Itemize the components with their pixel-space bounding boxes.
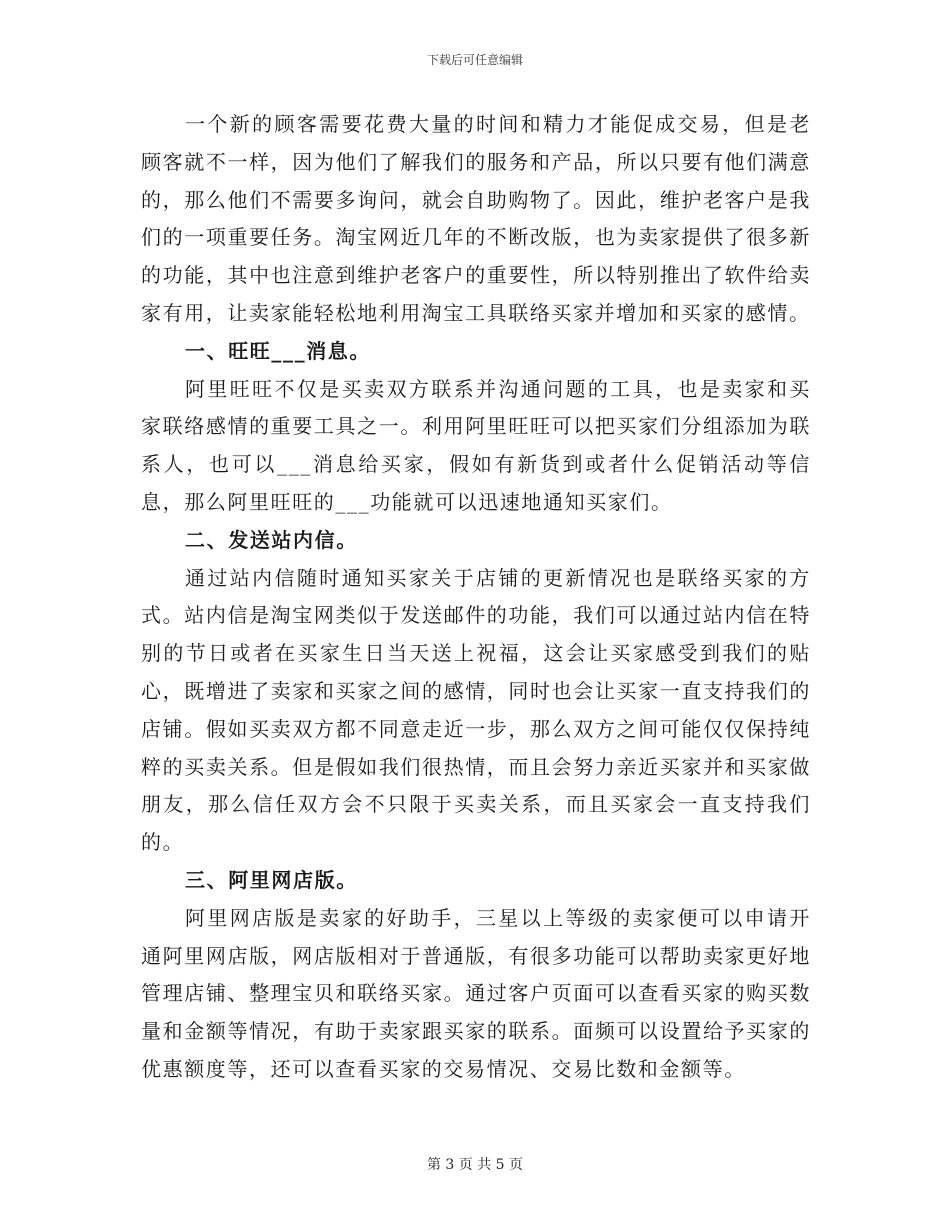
document-body bbox=[141, 106, 811, 1089]
section-3-heading: 三、阿里网店版。 bbox=[185, 867, 358, 892]
section-1-paragraph: 阿里旺旺不仅是买卖双方联系并沟通问题的工具，也是卖家和买家联络感情的重要工具之一。利用阿里旺旺可以把买家们分组添加为联系人，也可以___消息给买家，假如有新货到或者什么促销活动等信息，那么阿里旺旺的___功能就可以迅速地通知买家们。 bbox=[141, 376, 811, 514]
page-header: 下载后可任意编辑 bbox=[426, 53, 523, 67]
section-2-heading: 二、发送站内信。 bbox=[185, 527, 358, 552]
intro-paragraph: 一个新的顾客需要花费大量的时间和精力才能促成交易，但是老顾客就不一样，因为他们了解我们的服务和产品，所以只要有他们满意的，那么他们不需要多询问，就会自助购物了。因此，维护老客户是我们的一项重要任务。淘宝网近几年的不断改版，也为卖家提供了很多新的功能，其中也注意到维护老客户的重要性，所以特别推出了软件给卖家有用，让卖家能轻松地利用淘宝工具联络买家并增加和买家的感情。 bbox=[141, 112, 811, 325]
section-3-paragraph: 阿里网店版是卖家的好助手，三星以上等级的卖家便可以申请开通阿里网店版，网店版相对于普通版，有很多功能可以帮助卖家更好地管理店铺、整理宝贝和联络买家。通过客户页面可以查看买家的购买数量和金额等情况，有助于卖家跟买家的联系。面频可以设置给予买家的优惠额度等，还可以查看买家的交易情况、交易比数和金额等。 bbox=[141, 905, 811, 1081]
section-1-heading: 一、旺旺___消息。 bbox=[185, 338, 371, 363]
page-footer: 第 3 页 共 5 页 bbox=[426, 1157, 524, 1173]
section-2-paragraph: 通过站内信随时通知买家关于店铺的更新情况也是联络买家的方式。站内信是淘宝网类似于发送邮件的功能，我们可以通过站内信在特别的节日或者在买家生日当天送上祝福，这会让买家感受到我们的贴心，既增进了卖家和买家之间的感情，同时也会让买家一直支持我们的店铺。假如买卖双方都不同意走近一步，那么双方之间可能仅仅保持纯粹的买卖关系。但是假如我们很热情，而且会努力亲近买家并和买家做朋友，那么信任双方会不只限于买卖关系，而且买家会一直支持我们的。 bbox=[141, 565, 811, 855]
